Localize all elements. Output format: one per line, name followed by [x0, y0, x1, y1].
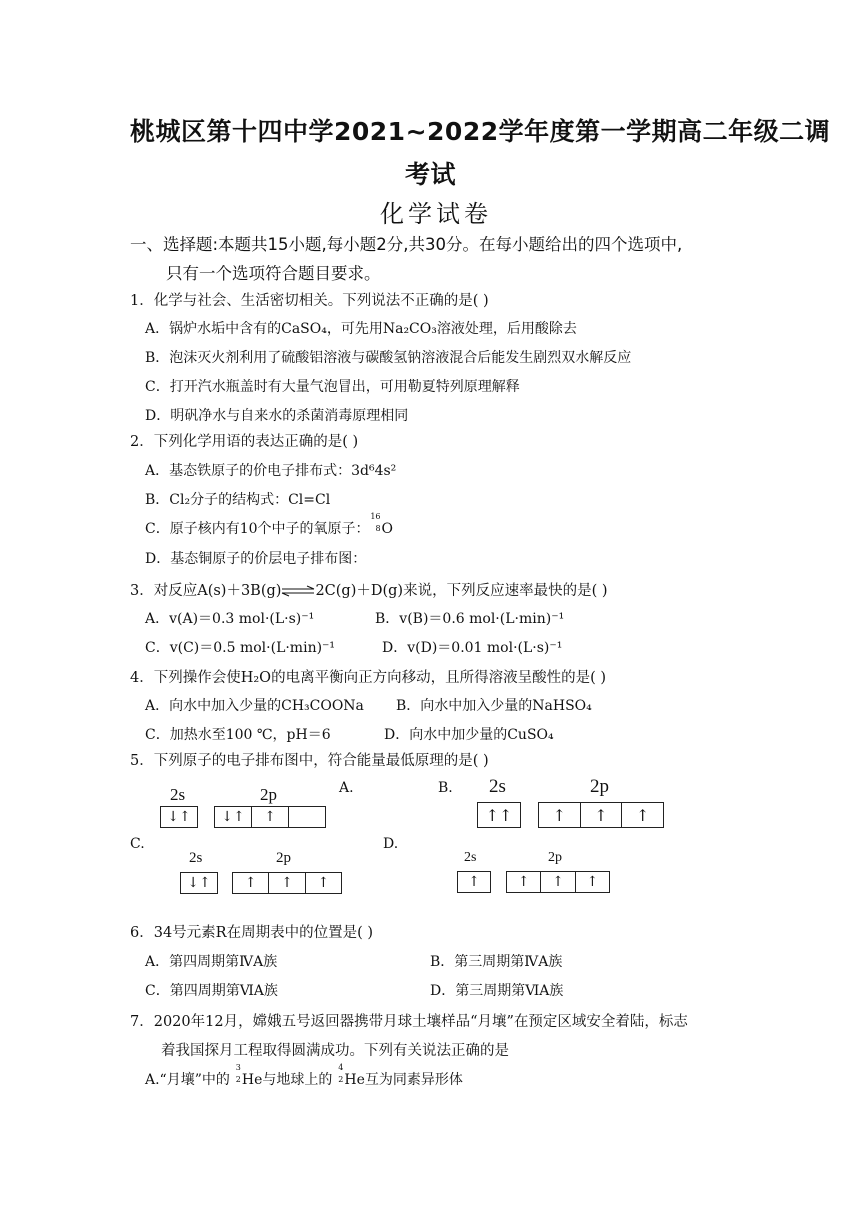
- question-3-option-c: C．v(C)＝0.5 mol·(L·min)⁻¹: [145, 640, 336, 656]
- orbital-cell: ↑: [269, 873, 305, 893]
- question-6-option-b: B．第三周期第ⅣA族: [430, 954, 563, 970]
- orbital-cell: ↑: [507, 872, 541, 892]
- element-symbol: O: [381, 521, 394, 537]
- question-6-stem: 6．34号元素R在周期表中的位置是( ): [130, 925, 374, 941]
- orbital-cell: ↑: [541, 872, 575, 892]
- page-title-line2: 考试: [405, 160, 457, 189]
- question-5-label-d: D.: [383, 836, 399, 852]
- question-4-option-c: C．加热水至100 ℃，pH＝6: [145, 727, 331, 743]
- orbital-cell: ↓↑: [187, 875, 211, 891]
- question-6-option-a: A．第四周期第ⅣA族: [145, 954, 278, 970]
- orbital-box-2p-b: [538, 802, 664, 828]
- question-1-option-d: D．明矾净水与自来水的杀菌消毒原理相同: [145, 408, 409, 424]
- mass-number: 4: [338, 1063, 344, 1072]
- question-3-option-b: B．v(B)＝0.6 mol·(L·min)⁻¹: [375, 611, 565, 627]
- orbital-cell: [289, 807, 325, 827]
- question-5-label-a: A.: [339, 780, 354, 796]
- orbital-cell: ↑: [317, 875, 330, 891]
- question-2-option-c: [145, 512, 394, 538]
- question-1-option-a: A．锅炉水垢中含有的CaSO₄，可先用Na₂CO₃溶液处理，后用酸除去: [145, 321, 577, 337]
- question-7-option-a-part3: He互为同素异形体: [344, 1072, 463, 1088]
- question-1-option-b: B．泡沫灭火剂利用了硫酸铝溶液与碳酸氢钠溶液混合后能发生剧烈双水解反应: [145, 350, 632, 366]
- question-5-label-b: B.: [438, 780, 453, 796]
- question-3-option-d: D．v(D)＝0.01 mol·(L·s)⁻¹: [382, 640, 563, 656]
- orbital-cell: ↑: [635, 805, 650, 825]
- orbital-cell: ↓↑: [167, 809, 191, 825]
- question-6-option-c: C．第四周期第ⅥA族: [145, 983, 278, 999]
- question-4-option-d: D．向水中加少量的CuSO₄: [384, 727, 554, 743]
- question-3-stem-part1: 3．对反应A(s)＋3B(g): [130, 583, 282, 599]
- orbital-cell: ↑: [468, 874, 480, 890]
- question-3-option-a: A．v(A)＝0.3 mol·(L·s)⁻¹: [145, 611, 315, 627]
- orbital-cell: ↑: [252, 807, 289, 827]
- question-5-label-c: C.: [130, 836, 145, 852]
- reversible-arrow-icon: [281, 585, 315, 597]
- section-heading-line1: 一、选择题:本题共15小题,每小题2分,共30分。在每小题给出的四个选项中,: [130, 235, 683, 254]
- atomic-number: 2: [235, 1075, 241, 1084]
- orbital-cell: ↑: [539, 803, 581, 827]
- orbital-box-2s-c: [180, 872, 218, 894]
- isotope-notation: [332, 1063, 344, 1084]
- orbital-cell: ↑: [586, 874, 599, 890]
- question-7-stem-line2: 着我国探月工程取得圆满成功。下列有关说法正确的是: [161, 1043, 509, 1059]
- orbital-label-2p-a: 2p: [260, 785, 277, 804]
- orbital-label-2s-c: 2s: [189, 850, 203, 866]
- mass-number: 16: [370, 512, 381, 521]
- question-2-option-b: B．Cl₂分子的结构式：Cl=Cl: [145, 492, 331, 508]
- orbital-box-2p-c: [232, 872, 342, 894]
- section-heading-line2: 只有一个选项符合题目要求。: [166, 264, 381, 283]
- orbital-box-2s-a: [160, 806, 198, 828]
- question-7-stem-line1: 7．2020年12月，嫦娥五号返回器携带月球土壤样品“月壤”在预定区域安全着陆，标志: [130, 1014, 688, 1030]
- orbital-box-2p-a: [214, 806, 326, 828]
- question-6-option-d: D．第三周期第ⅥA族: [430, 983, 564, 999]
- orbital-box-2s-b: [477, 802, 521, 828]
- question-7-option-a-part2: He与地球上的: [241, 1072, 333, 1088]
- orbital-box-2p-d: [506, 871, 610, 893]
- orbital-cell: ↑: [581, 803, 623, 827]
- orbital-label-2p-d: 2p: [548, 850, 562, 865]
- atomic-number: 2: [338, 1075, 344, 1084]
- isotope-notation: [370, 512, 382, 533]
- question-4-option-a: A．向水中加入少量的CH₃COONa: [145, 698, 364, 714]
- question-7-option-a-part1: A.“月壤”中的: [145, 1072, 230, 1088]
- orbital-label-2s-b: 2s: [489, 776, 506, 797]
- question-7-option-a: [145, 1063, 463, 1089]
- orbital-cell: ↑: [233, 873, 269, 893]
- orbital-box-2s-d: [457, 871, 491, 893]
- atomic-number: 8: [375, 524, 381, 533]
- orbital-cell: ↑↑: [485, 805, 513, 825]
- question-2-option-d: D．基态铜原子的价层电子排布图：: [145, 551, 367, 567]
- question-4-option-b: B．向水中加入少量的NaHSO₄: [396, 698, 592, 714]
- question-3-stem-part2: 2C(g)＋D(g)来说，下列反应速率最快的是( ): [315, 583, 608, 599]
- question-4-stem: 4．下列操作会使H₂O的电离平衡向正方向移动，且所得溶液呈酸性的是( ): [130, 670, 606, 686]
- question-2-stem: 2．下列化学用语的表达正确的是( ): [130, 434, 359, 450]
- question-2-option-a: A．基态铁原子的价电子排布式：3d⁶4s²: [145, 463, 397, 479]
- question-3-stem: [130, 579, 608, 600]
- mass-number: 3: [235, 1063, 241, 1072]
- orbital-label-2p-b: 2p: [590, 776, 609, 797]
- page-subtitle: 化学试卷: [380, 200, 492, 228]
- isotope-notation: [230, 1063, 242, 1084]
- orbital-cell: ↓↑: [215, 807, 252, 827]
- question-2-option-c-text: C．原子核内有10个中子的氧原子：: [145, 521, 370, 537]
- page-title-line1: 桃城区第十四中学2021~2022学年度第一学期高二年级二调: [130, 117, 831, 146]
- question-1-stem: 1．化学与社会、生活密切相关。下列说法不正确的是( ): [130, 293, 489, 309]
- question-1-option-c: C．打开汽水瓶盖时有大量气泡冒出，可用勒夏特列原理解释: [145, 379, 520, 395]
- orbital-label-2s-d: 2s: [464, 850, 477, 865]
- orbital-label-2s-a: 2s: [170, 785, 186, 804]
- question-5-stem: 5．下列原子的电子排布图中，符合能量最低原理的是( ): [130, 753, 489, 769]
- orbital-label-2p-c: 2p: [276, 850, 291, 866]
